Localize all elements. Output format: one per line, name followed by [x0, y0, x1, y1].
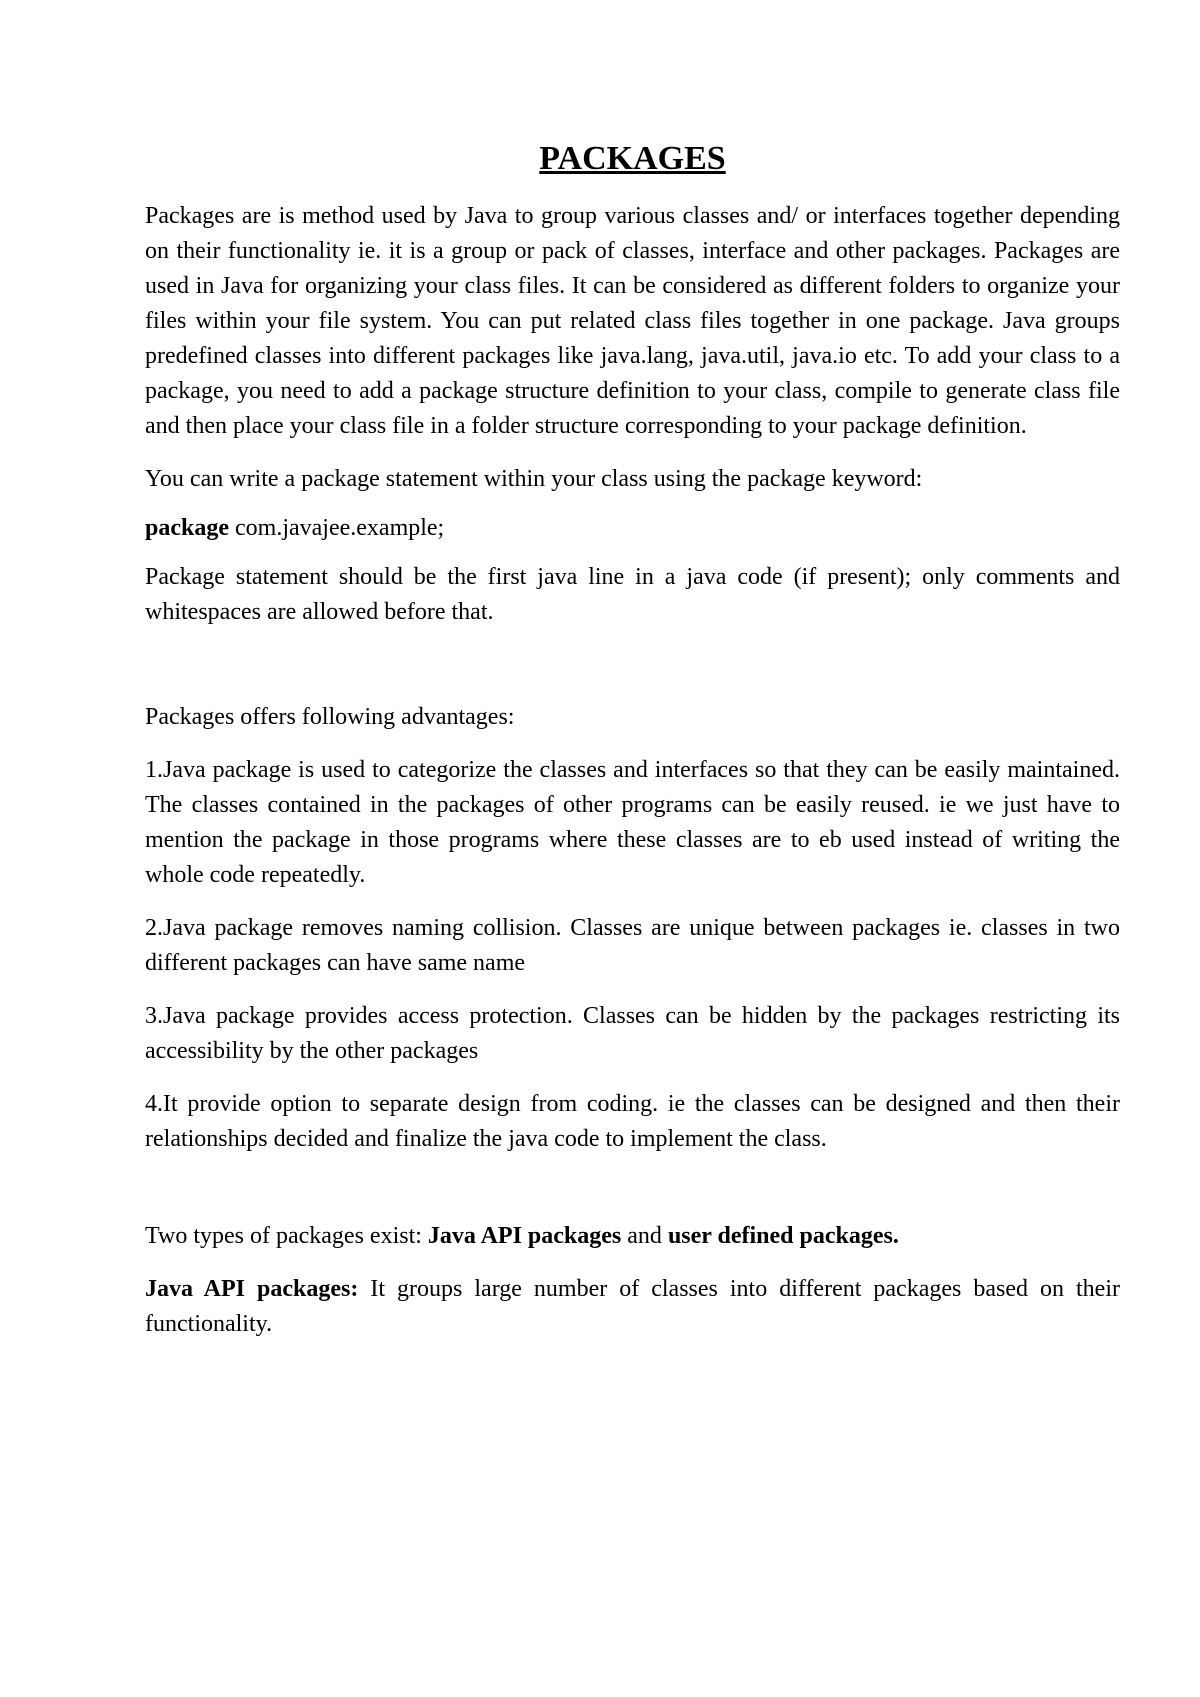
- statement-rule-paragraph: Package statement should be the first java line in a java code (if present); only comments and whitespaces are allowed before that.: [145, 564, 1120, 626]
- advantage-item-2: 2.Java package removes naming collision. Classes are unique between packages ie. classes in two different packages can have same name: [145, 915, 1120, 977]
- advantage-item-4: 4.It provide option to separate design from coding. ie the classes can be designed and then their relationships decided and finalize the java code to implement the class.: [145, 1091, 1120, 1153]
- code-rest: com.javajee.example;: [229, 515, 445, 542]
- page-title: PACKAGES: [539, 140, 726, 177]
- advantage-item-3: 3.Java package provides access protection. Classes can be hidden by the packages restricting its accessibility by the other packages: [145, 1003, 1120, 1065]
- statement-intro-paragraph: You can write a package statement within your class using the package keyword:: [145, 466, 923, 493]
- java-api-label: Java API packages:: [145, 1276, 359, 1303]
- java-api-text: It groups large number of classes into different packages based on their functionality.: [145, 1276, 1120, 1338]
- type-java-api: Java API packages: [427, 1223, 622, 1250]
- types-connector: and: [621, 1223, 668, 1250]
- types-prefix: Two types of packages exist:: [145, 1223, 428, 1250]
- document-page: [145, 140, 1120, 1360]
- intro-paragraph: Packages are is method used by Java to group various classes and/ or interfaces together depending on their functionality ie. it is a group or pack of classes, interface and other packages. Packages are used in Java for organizing your class files. It can be considered as different folders to organize your files within your file system. You can put related class files together in one package. Java groups predefined classes into different packages like java.lang, java.util, java.io etc. To add your class to a package, you need to add a package structure definition to your class, compile to generate class file and then place your class file in a folder structure corresponding to your package definition.: [145, 203, 1120, 440]
- advantage-item-1: 1.Java package is used to categorize the classes and interfaces so that they can be easily maintained. The classes contained in the packages of other programs can be easily reused. ie we just have to mention the package in those programs where these classes are to eb used instead of writing the whole code repeatedly.: [145, 757, 1120, 889]
- package-types-paragraph: [145, 1219, 1120, 1254]
- code-keyword: package: [145, 515, 229, 542]
- advantages-heading: Packages offers following advantages:: [145, 704, 515, 731]
- code-example-line: [145, 511, 1120, 546]
- java-api-paragraph: [145, 1272, 1120, 1342]
- type-user-defined: user defined packages.: [667, 1223, 899, 1250]
